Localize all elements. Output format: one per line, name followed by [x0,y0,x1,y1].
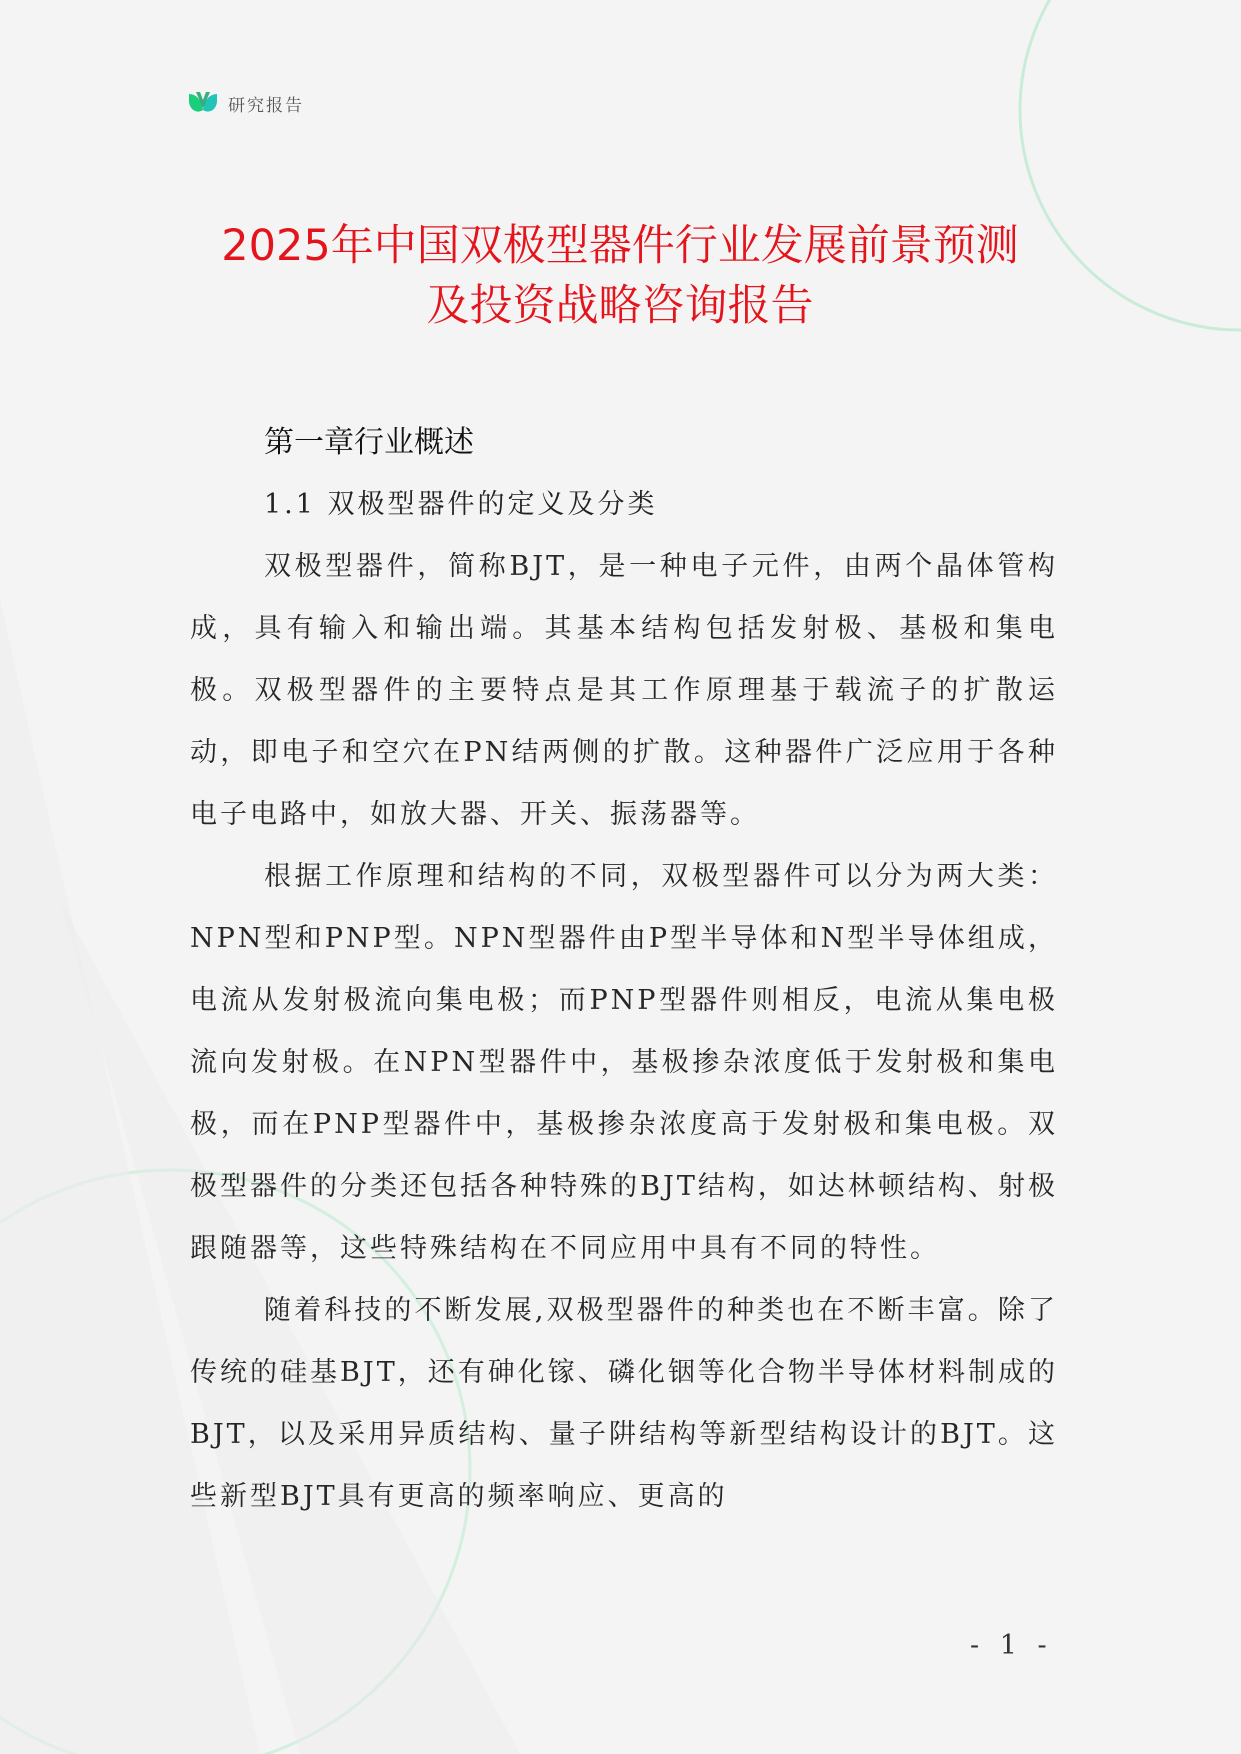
section-heading: 1.1 双极型器件的定义及分类 [264,489,658,520]
report-title-line1: 2025年中国双极型器件行业发展前景预测 [221,221,1019,271]
page-number: - 1 - [970,1630,1053,1661]
leaf-logo-icon [186,88,220,118]
report-title [150,216,1090,336]
chapter-heading: 第一章行业概述 [264,425,474,460]
body-paragraph: 随着科技的不断发展,双极型器件的种类也在不断丰富。除了传统的硅基BJT，还有砷化镓、磷化铟等化合物半导体材料制成的BJT，以及采用异质结构、量子阱结构等新型结构设计的BJT。这些新型BJT具有更高的频率响应、更高的 [190,1295,1058,1512]
body-paragraph: 双极型器件，简称BJT，是一种电子元件，由两个晶体管构成，具有输入和输出端。其基本结构包括发射极、基极和集电极。双极型器件的主要特点是其工作原理基于载流子的扩散运动，即电子和空穴在PN结两侧的扩散。这种器件广泛应用于各种电子电路中，如放大器、开关、振荡器等。 [190,551,1058,830]
report-header [186,88,304,118]
header-label: 研究报告 [228,95,304,116]
report-title-line2: 及投资战略咨询报告 [426,281,814,331]
report-body [190,412,1058,1528]
body-paragraph: 根据工作原理和结构的不同，双极型器件可以分为两大类：NPN型和PNP型。NPN型器件由P型半导体和N型半导体组成，电流从发射极流向集电极；而PNP型器件则相反，电流从集电极流向发射极。在NPN型器件中，基极掺杂浓度低于发射极和集电极，而在PNP型器件中，基极掺杂浓度高于发射极和集电极。双极型器件的分类还包括各种特殊的BJT结构，如达林顿结构、射极跟随器等，这些特殊结构在不同应用中具有不同的特性。 [190,861,1058,1264]
